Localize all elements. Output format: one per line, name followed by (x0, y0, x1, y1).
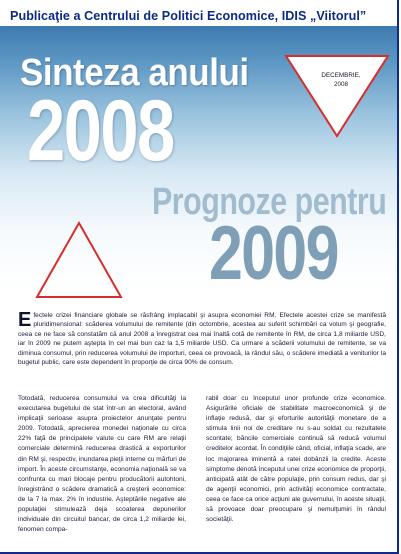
cover-banner (0, 26, 397, 296)
issue-date (306, 71, 376, 89)
intro-paragraph (18, 311, 386, 367)
issue-date-month: DECEMBRIE, (321, 72, 361, 79)
issue-date-year: 2008 (333, 81, 348, 89)
intro-text: fectele crizei financiare globale se răsfrâng implacabil şi asupra economiei RM. Efectele acestei crize se manifestă pluridimensional: scăderea volumului de remitente (din octombrie, acestea au suferit schimbări ca volum şi geografie, ceea ce ne face să constatăm că anul 2008 a înregistrat cea mai înaltă cotă de remitente în RM, de circa 1,8 miliarde USD, iar în 2009 ne putem aştepta în cel mai bun caz la 1,5 miliarde USD. Ca urmare a scăderii volumului de remitente, se va diminua consumul, prin reducerea volumului de importuri, ceea ce provoacă, la rândul său, o scădere imediată a veniturilor la bugetul public, care este dependent în proporţie de circa 90% de consum. (18, 312, 386, 367)
article-column-right: rabil doar cu începutul unor profunde crize economice. Asigurările oficiale de stabilitate macroeconomică şi de inflaţie redusă, dar şi eforturile autorităţii monetare de a stimula linii noi de creditare nu s-au soldat cu rezultatele scontate; băncile comerciale continuă să reducă volumul creditelor acordat. În condiţiile când, oficial, inflaţia scade, are loc majorarea iminentă a ratei dobânzii la credite. Aceste simptome denotă începutul unei crize economice de proporţii, anticipată atât de către populaţie, prin consum redus, dar şi de agenţii economici, prin activităţi economice contractate, ceea ce face ca orice acţiuni ale guvernului, în aceste situaţii, să provoace doar preocupare şi nemulţumiri în rândul societăţii. (206, 395, 386, 524)
title-year-2009: 2009 (209, 211, 338, 296)
title-year-2008: 2008 (27, 83, 174, 179)
title-prognoze: Prognoze pentru (152, 181, 387, 223)
down-triangle-icon (283, 52, 391, 140)
article-column-left: Totodată, reducerea consumului va crea dificultăţi la executarea bugetului de stat într-un an electoral, având implicaţii serioase asupra proiectelor anunţate pentru 2009. Totodată, aprecierea monedei naţionale cu circa 22% faţă de principalele valute cu care RM are relaţii comerciale determină reducerea drastică a exporturilor din RM şi, respectiv, inundarea pieţii interne cu mărfuri de import. În aceste circumstanţe, economia naţională se va confrunta cu mari blocaje pentru producătorii autohtoni, înregistrând o scădere dramatică a creşterii economice: de la 7 la max. 2% în industrie. Aşteptările negative ale populaţiei stimulează deja scoaterea depunerilor individuale din circuitul bancar, de circa 1,2 miliarde lei, fenomen compa- (18, 395, 186, 534)
title-sinteza: Sinteza anului (20, 52, 249, 94)
drop-cap: E (18, 309, 32, 331)
up-triangle-icon (34, 220, 124, 300)
publication-header: Publicaţie a Centrului de Politici Economice, IDIS „Viitorul” (10, 9, 367, 23)
